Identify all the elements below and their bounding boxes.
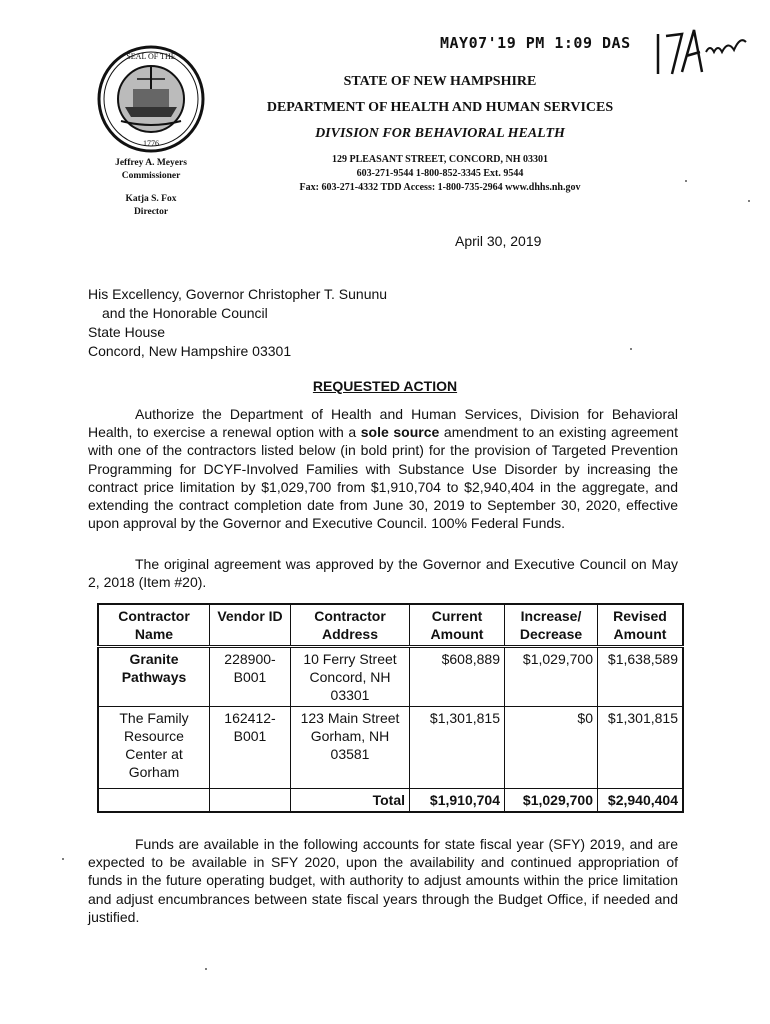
- letter-date: April 30, 2019: [455, 233, 542, 249]
- letterhead-address: 129 PLEASANT STREET, CONCORD, NH 03301: [331, 154, 549, 165]
- cell-total-current: $1,910,704: [410, 789, 505, 813]
- header-contractor-address: Contractor Address: [291, 604, 410, 647]
- addressee-line: Concord, New Hampshire 03301: [88, 343, 292, 359]
- staff-title: Director: [133, 207, 169, 217]
- svg-text:SEAL OF THE: SEAL OF THE: [126, 52, 176, 61]
- scan-speck: [685, 180, 687, 182]
- addressee-line: and the Honorable Council: [102, 305, 268, 321]
- cell-empty: [98, 789, 210, 813]
- svg-text:1776: 1776: [143, 139, 159, 148]
- cell-current-amount: $1,301,815: [410, 707, 505, 789]
- cell-contractor-name: The Family Resource Center at Gorham: [98, 707, 210, 789]
- letterhead-department: DEPARTMENT OF HEALTH AND HUMAN SERVICES: [266, 100, 614, 115]
- cell-contractor-address: 10 Ferry Street Concord, NH 03301: [291, 647, 410, 707]
- header-revised-amount: Revised Amount: [598, 604, 684, 647]
- addressee-line: His Excellency, Governor Christopher T. Sununu: [88, 286, 388, 302]
- scan-speck: [748, 200, 750, 202]
- original-agreement-paragraph: [88, 555, 678, 591]
- cell-empty: [210, 789, 291, 813]
- addressee-line: State House: [88, 324, 166, 340]
- cell-total-revised: $2,940,404: [598, 789, 684, 813]
- paragraph-text: The original agreement was approved by the Governor and Executive Council on May 2, 2018 (Item #20).: [88, 556, 678, 591]
- staff-director: [76, 193, 226, 219]
- table-row: [98, 707, 683, 789]
- cell-contractor-address: 123 Main Street Gorham, NH 03581: [291, 707, 410, 789]
- paragraph-text: Authorize the Department of Health and Human Services, Division for Behavioral Health, to exercise a renewal option with a: [88, 406, 678, 441]
- letterhead-phones: 603-271-9544 1-800-852-3345 Ext. 9544: [356, 168, 524, 179]
- letterhead-fax: Fax: 603-271-4332 TDD Access: 1-800-735-2964 www.dhhs.nh.gov: [299, 182, 581, 193]
- requested-action-paragraph: [88, 405, 678, 532]
- header-vendor-id: Vendor ID: [210, 604, 291, 647]
- cell-vendor-id: 162412-B001: [210, 707, 291, 789]
- cell-revised-amount: $1,301,815: [598, 707, 684, 789]
- contract-amounts-table: [97, 603, 684, 813]
- cell-current-amount: $608,889: [410, 647, 505, 707]
- received-stamp: MAY07'19 PM 1:09 DAS: [440, 34, 631, 52]
- scan-speck: [62, 858, 64, 860]
- table-total-row: [98, 789, 683, 813]
- cell-contractor-name: Granite Pathways: [98, 647, 210, 707]
- letterhead-division: DIVISION FOR BEHAVIORAL HEALTH: [315, 126, 565, 141]
- addressee-block: [88, 285, 387, 361]
- scan-speck: [630, 348, 632, 350]
- requested-action-heading: REQUESTED ACTION: [312, 378, 458, 394]
- cell-vendor-id: 228900-B001: [210, 647, 291, 707]
- cell-increase-decrease: $1,029,700: [505, 647, 598, 707]
- handwritten-item-number: [652, 22, 752, 82]
- funds-availability-paragraph: [88, 835, 678, 926]
- paragraph-text: Funds are available in the following accounts for state fiscal year (SFY) 2019, and are expected to be available in SFY 2020, upon the availability and continued appropriation of funds in the future operating budget, with authority to adjust amounts within the price limitation and adjust encumbrances between state fiscal years through the Budget Office, if needed and justified.: [88, 836, 678, 925]
- table-row: [98, 647, 683, 707]
- header-current-amount: Current Amount: [410, 604, 505, 647]
- letterhead-state: STATE OF NEW HAMPSHIRE: [343, 74, 537, 89]
- cell-increase-decrease: $0: [505, 707, 598, 789]
- header-increase-decrease: Increase/ Decrease: [505, 604, 598, 647]
- cell-total-change: $1,029,700: [505, 789, 598, 813]
- table-header-row: [98, 604, 683, 647]
- staff-title: Commissioner: [121, 171, 181, 181]
- scan-speck: [205, 968, 207, 970]
- header-contractor-name: Contractor Name: [98, 604, 210, 647]
- staff-name: Katja S. Fox: [125, 194, 177, 204]
- paragraph-text: amendment to an existing agreement with one of the contractors listed below (in bold print) for the provision of Targeted Prevention Programming for DCYF-Involved Families with Substance Use Disorder by increasing the contract price limitation by $1,029,700 from $1,910,704 to $2,940,404 in the aggregate, and extending the contract completion date from June 30, 2019 to September 30, 2020, effective upon approval by the Governor and Executive Council. 100% Federal Funds.: [88, 424, 678, 532]
- staff-commissioner: [76, 157, 226, 183]
- cell-total-label: Total: [291, 789, 410, 813]
- staff-name: Jeffrey A. Meyers: [115, 158, 187, 168]
- paragraph-bold-text: sole source: [360, 424, 440, 441]
- cell-revised-amount: $1,638,589: [598, 647, 684, 707]
